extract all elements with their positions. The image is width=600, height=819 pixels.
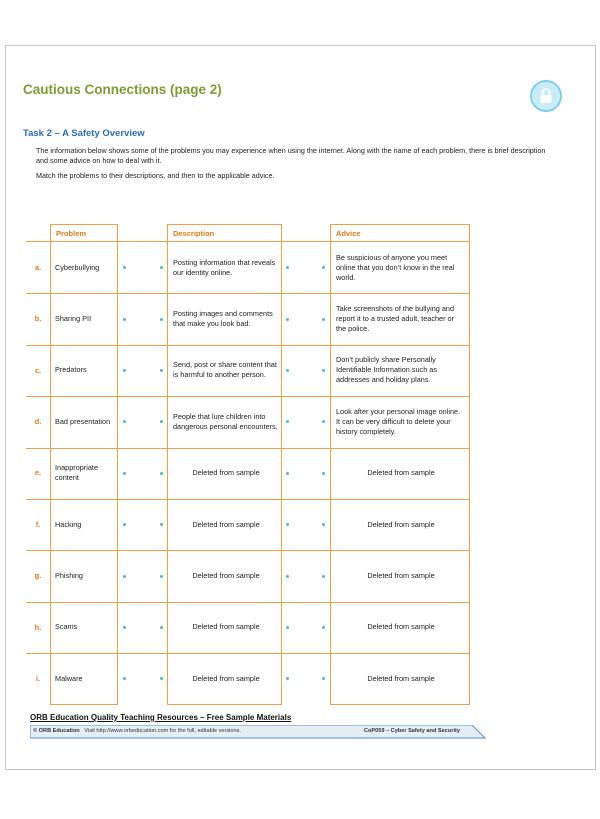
advice-cell: Take screenshots of the bullying and report it to a trusted adult, teacher or the police. (336, 304, 455, 334)
problem-cell: Bad presentation (55, 416, 111, 426)
match-dot (322, 472, 325, 475)
advice-cell: Look after your personal image online. It can be very difficult to delete your history completely. (336, 406, 461, 436)
match-dot (123, 575, 126, 578)
advice-header: Advice (336, 229, 361, 238)
match-dot (160, 575, 163, 578)
problem-cell: Phishing (55, 571, 83, 581)
match-dot (322, 318, 325, 321)
problem-cell: Sharing PII (55, 314, 92, 324)
description-cell: Deleted from sample (192, 673, 260, 683)
description-cell: Send, post or share content that is harmful to another person. (173, 360, 277, 380)
description-cell: Posting information that reveals our identity online. (173, 257, 276, 277)
intro-text (36, 146, 546, 186)
problem-header: Problem (56, 229, 87, 238)
row-letter: a. (34, 262, 42, 272)
row-letter: c. (34, 365, 42, 375)
description-cell: Deleted from sample (192, 519, 260, 529)
problem-cell: Inappropriate content (55, 463, 99, 483)
match-dot (322, 626, 325, 629)
advice-cell: Deleted from sample (367, 673, 435, 683)
row-letter: f. (35, 519, 41, 529)
problem-cell: Predators (55, 365, 87, 375)
match-dot (160, 626, 163, 629)
footer-info (33, 728, 241, 734)
match-dot (123, 369, 126, 372)
row-letter: i. (35, 673, 41, 683)
task-heading: Task 2 – A Safety Overview (23, 128, 145, 139)
match-dot (286, 575, 289, 578)
intro-paragraph: The information below shows some of the problems you may experience when using the internet. Along with the name of each problem, there is brief description and some advice on how to deal with it. (36, 146, 546, 165)
intro-paragraph: Match the problems to their descriptions, and then to the applicable advice. (36, 171, 275, 180)
page-title: Cautious Connections (page 2) (23, 82, 222, 97)
description-cell: Posting images and comments that make you look bad. (173, 309, 273, 329)
description-cell: Deleted from sample (192, 622, 260, 632)
row-letter: h. (34, 622, 42, 632)
advice-cell: Deleted from sample (367, 519, 435, 529)
advice-cell: Deleted from sample (367, 468, 435, 478)
advice-cell: Be suspicious of anyone you meet online that you don’t know in the real world. (336, 252, 455, 282)
footer-code: CoP059 – Cyber Safety and Security (363, 728, 460, 734)
match-dot (286, 318, 289, 321)
match-dot (160, 472, 163, 475)
match-dot (286, 472, 289, 475)
footer-visit: Visit http://www.orbeducation.com for the full, editable versions. (84, 728, 241, 734)
match-dot (160, 318, 163, 321)
footer-copyright: © ORB Education (33, 728, 80, 734)
footer-title: ORB Education Quality Teaching Resources – Free Sample Materials (30, 713, 292, 722)
description-cell: People that lure children into dangerous personal encounters. (173, 411, 278, 431)
description-cell: Deleted from sample (192, 468, 260, 478)
padlock-icon (530, 80, 562, 112)
advice-cell: Deleted from sample (367, 571, 435, 581)
advice-cell: Deleted from sample (367, 622, 435, 632)
description-cell: Deleted from sample (192, 571, 260, 581)
match-dot (123, 318, 126, 321)
row-letter: e. (34, 468, 42, 478)
match-dot (322, 575, 325, 578)
match-dot (286, 369, 289, 372)
description-header: Description (173, 229, 215, 238)
match-dot (160, 369, 163, 372)
advice-cell: Don’t publicly share Personally Identifiable Information such as addresses and holiday plans. (336, 355, 437, 385)
problem-cell: Scams (55, 622, 78, 632)
problem-cell: Cyberbullying (55, 262, 100, 272)
match-dot (123, 626, 126, 629)
match-dot (286, 626, 289, 629)
problem-cell: Hacking (55, 519, 82, 529)
row-letter: d. (34, 416, 42, 426)
match-dot (123, 472, 126, 475)
row-letter: g. (34, 571, 42, 581)
row-letter: b. (34, 314, 42, 324)
problem-cell: Malware (55, 673, 83, 683)
match-dot (322, 369, 325, 372)
